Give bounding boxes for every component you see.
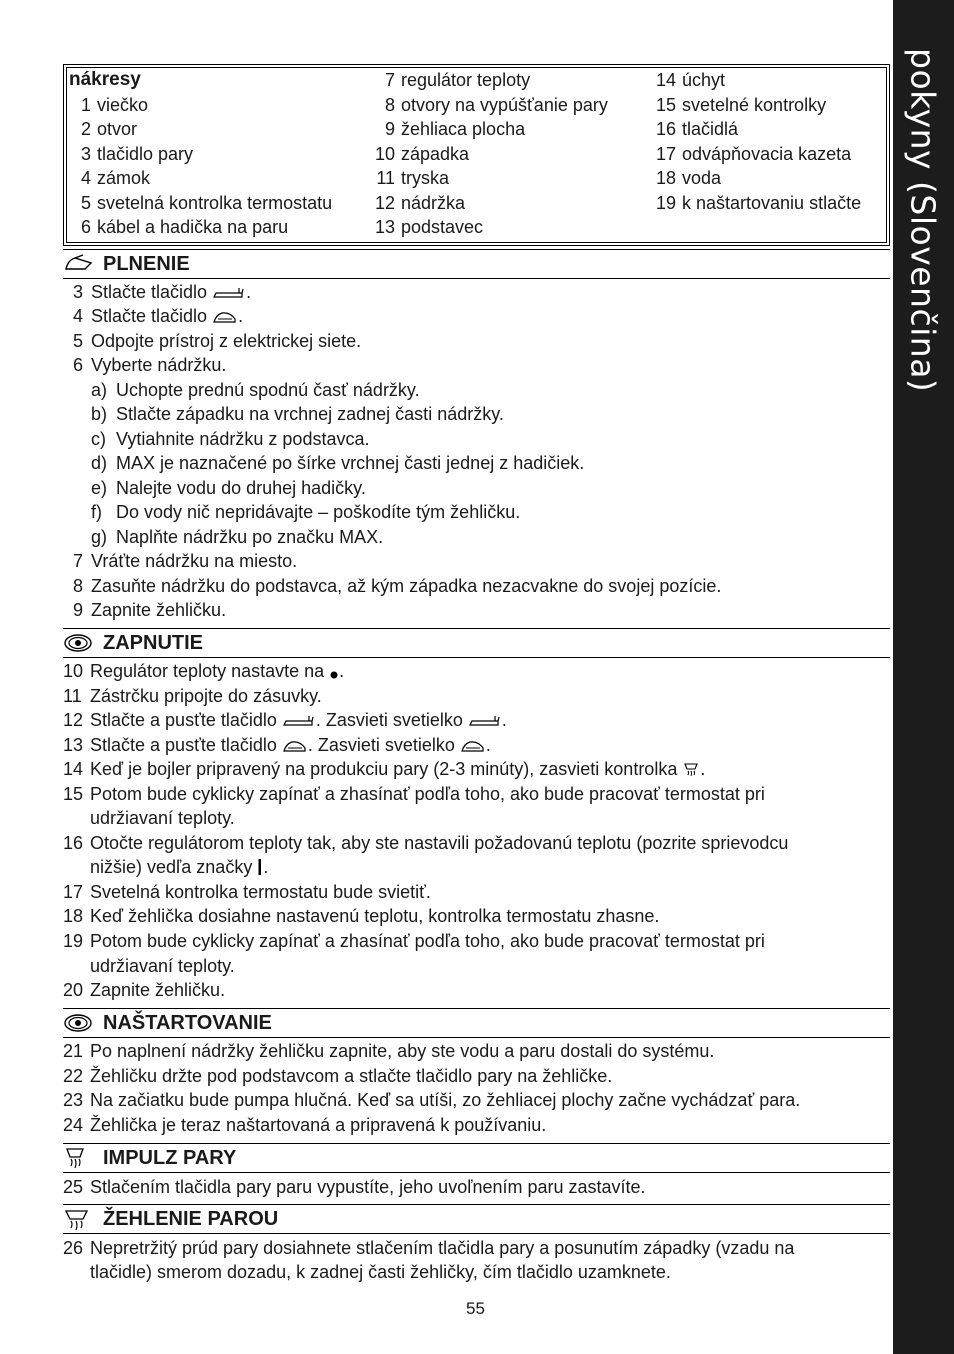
iron-button-icon <box>282 738 308 754</box>
legend-item: 7 regulátor teploty <box>384 70 531 90</box>
legend-item: 16 tlačidlá <box>656 119 739 139</box>
section-header-plnenie <box>63 249 890 279</box>
legend-item: 5 svetelná kontrolka termostatu <box>80 192 333 213</box>
section-header-impulz-pary <box>63 1143 890 1173</box>
section-header-zapnutie <box>63 628 890 658</box>
legend-item: 8 otvory na vypúšťanie pary <box>384 94 608 115</box>
steam-icon <box>63 1207 93 1231</box>
steam-button-icon <box>282 713 316 729</box>
steam-light-icon <box>468 713 502 729</box>
legend-item: 18 voda <box>656 168 722 188</box>
eye-icon <box>63 1011 93 1035</box>
legend-item: 10 západka <box>374 143 470 164</box>
legend-item: 17 odvápňovacia kazeta <box>656 143 852 164</box>
legend-item: 11 tryska <box>376 168 450 188</box>
legend-item: 19 k naštartovaniu stlačte <box>656 192 862 213</box>
section-title: ŽEHLENIE PAROU <box>103 1208 279 1230</box>
legend-item: 2 otvor <box>80 119 138 139</box>
legend-column-1 <box>69 68 332 240</box>
section-header-zehlenie-parou <box>63 1204 890 1234</box>
legend-item: 13 podstavec <box>374 217 484 237</box>
list-item-continuation: tlačidle) smerom dozadu, k zadnej časti žehličky, čím tlačidlo uzamknete. <box>90 1262 671 1282</box>
section-header-nastartovanie <box>63 1008 890 1038</box>
legend-column-2 <box>373 68 608 240</box>
side-tab-title: pokyny (Slovenčina) <box>903 48 943 393</box>
legend-item: 12 nádržka <box>374 192 466 213</box>
steam-button-icon <box>212 285 246 301</box>
dot-icon <box>329 668 339 680</box>
list-item-continuation: udržiavaní teploty. <box>90 808 235 828</box>
legend-item: 14 úchyt <box>656 70 726 90</box>
iron-outline-icon <box>63 252 93 276</box>
legend-item: 9 žehliaca plocha <box>384 119 526 139</box>
list-item-continuation: udržiavaní teploty. <box>90 956 235 976</box>
section-title: ZAPNUTIE <box>103 632 203 654</box>
page-number: 55 <box>466 1299 485 1318</box>
list-item-continuation: nižšie) vedľa značky . <box>90 857 269 877</box>
steam-burst-icon <box>63 1146 93 1170</box>
legend-item: 1 viečko <box>80 94 149 115</box>
section-title: PLNENIE <box>103 253 190 275</box>
legend-item: 3 tlačidlo pary <box>80 143 194 164</box>
legend-column-3 <box>656 68 861 215</box>
eye-icon <box>63 631 93 655</box>
steam-ready-icon <box>682 760 700 778</box>
legend-box <box>63 64 890 246</box>
legend-item: 4 zámok <box>80 168 151 188</box>
iron-light-icon <box>460 738 486 754</box>
section-title: NAŠTARTOVANIE <box>103 1012 272 1034</box>
legend-title: nákresy <box>69 69 141 90</box>
section-title: IMPULZ PARY <box>103 1147 237 1169</box>
legend-item: 6 kábel a hadička na paru <box>80 217 289 237</box>
iron-button-icon <box>212 309 238 325</box>
legend-item: 15 svetelné kontrolky <box>656 94 827 115</box>
